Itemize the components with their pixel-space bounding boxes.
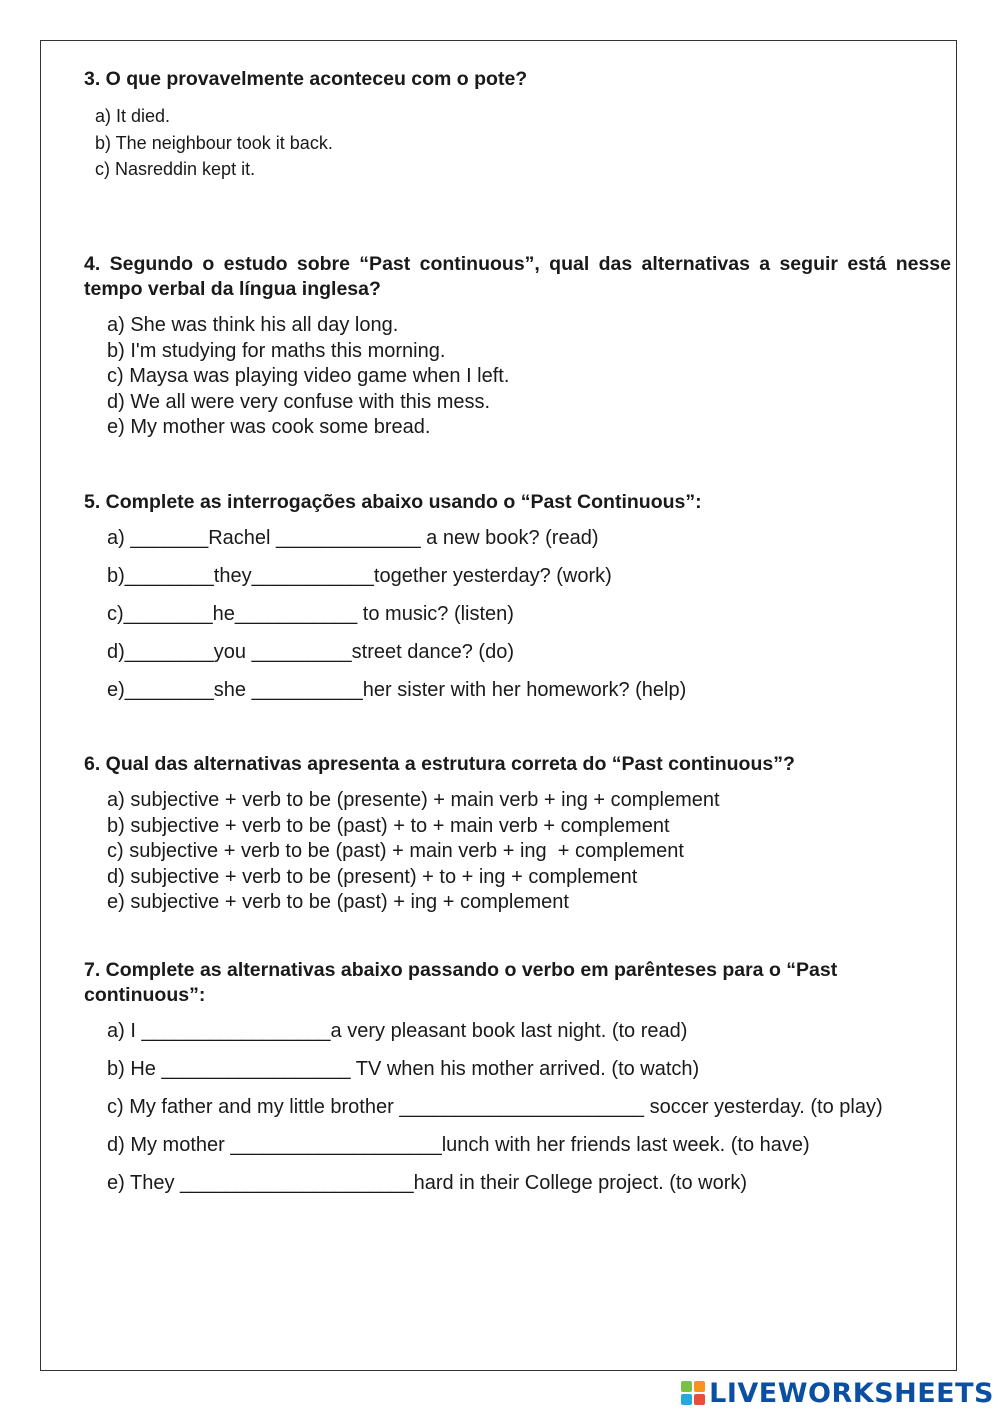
question-6-title: 6. Qual das alternativas apresenta a estrutura correta do “Past continuous”?: [84, 753, 795, 775]
question-3-title: 3. O que provavelmente aconteceu com o pote?: [84, 68, 528, 90]
question-7-item-a: a) I _________________a very pleasant book last night. (to read): [107, 1020, 688, 1042]
question-4-option-b: b) I'm studying for maths this morning.: [107, 339, 446, 362]
question-7-item-b: b) He _________________ TV when his mother arrived. (to watch): [107, 1058, 700, 1080]
question-5-item-e: e)________she __________her sister with her homework? (help): [107, 679, 687, 701]
question-4-option-d: d) We all were very confuse with this mess.: [107, 390, 491, 413]
question-5-title: 5. Complete as interrogações abaixo usando o “Past Continuous”:: [84, 491, 702, 513]
question-3-option-a: a) It died.: [95, 106, 171, 126]
question-6-option-d: d) subjective + verb to be (present) + to + ing + complement: [107, 865, 638, 888]
question-3-option-b: b) The neighbour took it back.: [95, 132, 333, 153]
question-7-title: 7. Complete as alternativas abaixo passando o verbo em parênteses para o “Past continuous”:: [84, 959, 838, 1006]
question-7: [84, 958, 929, 1209]
liveworksheets-mark-icon: [681, 1381, 705, 1405]
question-6: [84, 752, 951, 916]
question-7-item-c: c) My father and my little brother ______________________ soccer yesterday. (to play): [107, 1096, 883, 1118]
question-6-option-c: c) subjective + verb to be (past) + main verb + ing + complement: [107, 840, 684, 862]
question-5-item-b: b)________they___________together yesterday? (work): [107, 565, 612, 587]
question-4: [84, 252, 951, 441]
question-5-item-d: d)________you _________street dance? (do): [107, 641, 514, 663]
question-7-item-e: e) They _____________________hard in their College project. (to work): [107, 1172, 748, 1194]
question-6-option-b: b) subjective + verb to be (past) + to + main verb + complement: [107, 814, 670, 837]
question-4-option-c: c) Maysa was playing video game when I left.: [107, 365, 510, 387]
question-4-option-e: e) My mother was cook some bread.: [107, 416, 431, 438]
question-4-title: 4. Segundo o estudo sobre “Past continuous”, qual das alternativas a seguir está nesse tempo verbal da língua inglesa?: [84, 253, 951, 300]
question-6-option-a: a) subjective + verb to be (presente) + main verb + ing + complement: [107, 789, 720, 811]
question-4-option-a: a) She was think his all day long.: [107, 314, 399, 336]
liveworksheets-wordmark: LIVEWORKSHEETS: [709, 1377, 994, 1409]
liveworksheets-logo: [681, 1375, 994, 1411]
question-7-item-d: d) My mother ___________________lunch with her friends last week. (to have): [107, 1134, 810, 1156]
question-3: [84, 67, 954, 183]
question-6-option-e: e) subjective + verb to be (past) + ing + complement: [107, 891, 569, 913]
question-5-item-c: c)________he___________ to music? (listen): [107, 603, 514, 625]
question-5: [84, 490, 951, 716]
question-3-option-c: c) Nasreddin kept it.: [95, 159, 256, 179]
question-5-item-a: a) _______Rachel _____________ a new book? (read): [107, 527, 599, 549]
